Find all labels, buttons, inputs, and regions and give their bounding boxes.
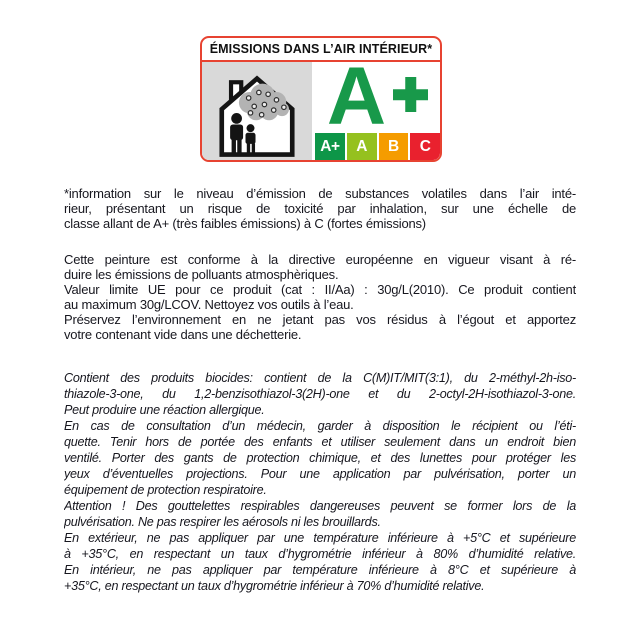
- text-line: équipement de protection respiratoire.: [64, 483, 267, 497]
- badge-body: [202, 62, 440, 160]
- text-line: En intérieur, ne pas appliquer par température inférieure à 8°C et supérieure à: [64, 563, 576, 577]
- house-pictogram-panel: [202, 62, 315, 160]
- scale-cell-A: A: [347, 133, 377, 160]
- scale-cell-B: B: [379, 133, 409, 160]
- scale-cell-A+: A+: [315, 133, 345, 160]
- rating-letter: A: [326, 62, 385, 133]
- paragraph: [64, 186, 576, 231]
- text-line: +35°C, en respectant un taux d’hygrométrie inférieur à 70% d’humidité relative.: [64, 579, 485, 593]
- text-line: quette. Tenir hors de portée des enfants et utiliser seulement dans un endroit bien: [64, 435, 576, 449]
- text-line: ventilé. Porter des gants de protection chimique, et des lunettes pour protéger les: [64, 451, 576, 465]
- paragraph: [64, 418, 576, 498]
- text-line: En cas de consultation d’un médecin, garder à disposition le récipient ou l’éti-: [64, 419, 576, 433]
- indoor-air-emissions-badge: [200, 36, 442, 162]
- paragraph: [64, 282, 576, 312]
- text-line: Préservez l’environnement en ne jetant pas vos résidus à l’égout et apportez: [64, 312, 576, 327]
- paragraph: [64, 312, 576, 342]
- text-line: Peut produire une réaction allergique.: [64, 403, 265, 417]
- paragraph: [64, 252, 576, 282]
- house-people-particles-icon: [206, 64, 308, 158]
- text-line: à +35°C, en respectant un taux d’hygrométrie inférieur à 80% d’humidité relative.: [64, 547, 576, 561]
- paragraph: [64, 498, 576, 530]
- text-line: *information sur le niveau d’émission de substances volatiles dans l’air inté-: [64, 186, 576, 201]
- body-text: [64, 186, 576, 594]
- rating-scale: [315, 133, 440, 160]
- badge-title: ÉMISSIONS DANS L’AIR INTÉRIEUR*: [202, 38, 440, 62]
- text-line: Valeur limite UE pour ce produit (cat : II/Aa) : 30g/L(2010). Ce produit contient: [64, 282, 576, 297]
- text-line: En extérieur, ne pas appliquer par une température inférieure à +5°C et supérieure: [64, 531, 576, 545]
- paragraph: [64, 530, 576, 594]
- text-line: pulvérisation. Ne pas respirer les aérosols ni les brouillards.: [64, 515, 381, 529]
- text-line: votre contenant vide dans une déchetterie.: [64, 327, 302, 342]
- text-line: duire les émissions de polluants atmosphèriques.: [64, 267, 339, 282]
- rating-a-plus: [315, 62, 440, 133]
- text-line: classe allant de A+ (très faibles émissions) à C (fortes émissions): [64, 216, 426, 231]
- text-line: Attention ! Des gouttelettes respirables dangereuses peuvent se former lors de la: [64, 499, 576, 513]
- plus-icon: [393, 77, 428, 112]
- scale-cell-C: C: [410, 133, 440, 160]
- paragraph: [64, 370, 576, 418]
- text-line: yeux d’éventuelles projections. Pour une application par pulvérisation, porter un: [64, 467, 576, 481]
- rating-panel: [315, 62, 440, 160]
- text-line: Cette peinture est conforme à la directive européenne en vigueur visant à ré-: [64, 252, 576, 267]
- text-line: au maximum 30g/LCOV. Nettoyez vos outils à l’eau.: [64, 297, 354, 312]
- text-line: rieur, présentant un risque de toxicité par inhalation, sur une échelle de: [64, 201, 576, 216]
- text-line: thiazole-3-one, du 1,2-benzisothiazol-3(2H)-one et du 2-octyl-2H-isothiazol-3-one.: [64, 387, 576, 401]
- text-line: Contient des produits biocides: contient de la C(M)IT/MIT(3:1), du 2-méthyl-2h-iso-: [64, 371, 576, 385]
